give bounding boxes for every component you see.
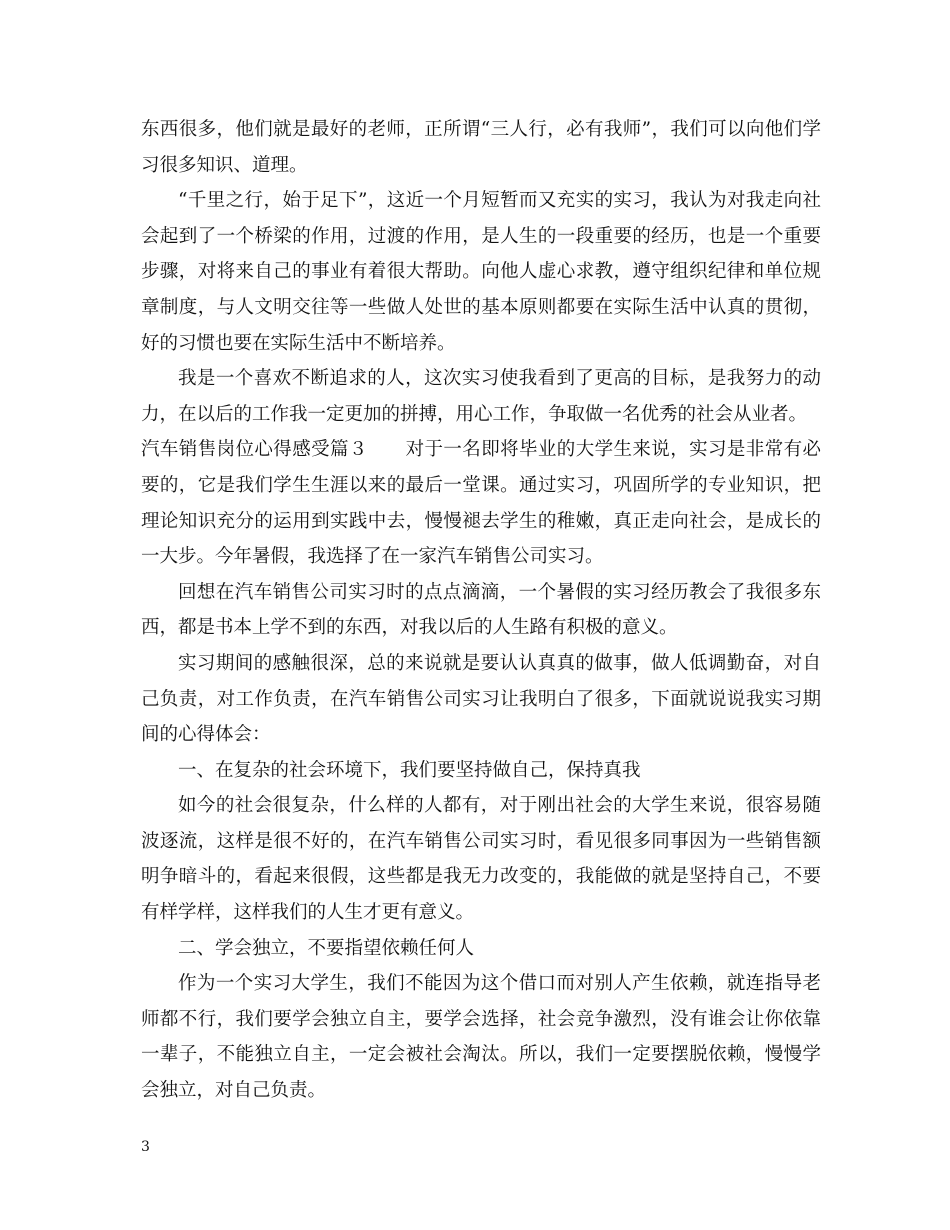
paragraph-3: 我是一个喜欢不断追求的人，这次实习使我看到了更高的目标，是我努力的动力，在以后的工作我一定更加的拼搏，用心工作，争取做一名优秀的社会从业者。 <box>141 368 821 425</box>
paragraph-2: “千里之行，始于足下”，这近一个月短暂而又充实的实习，我认为对我走向社会起到了一个桥梁的作用，过渡的作用，是人生的一段重要的经历，也是一个重要步骤，对将来自己的事业有着很大帮助。向他人虚心求教，遵守组织纪律和单位规章制度，与人文明交往等一些做人处世的基本原则都要在实际生活中认真的贯彻，好的习惯也要在实际生活中不断培养。 <box>141 190 821 354</box>
paragraph-1: 东西很多，他们就是最好的老师，正所谓“三人行，必有我师”，我们可以向他们学习很多知识、道理。 <box>141 119 821 176</box>
subheading-1: 一、在复杂的社会环境下，我们要坚持做自己，保持真我 <box>178 759 641 781</box>
paragraph-4-section-heading: 汽车销售岗位心得感受篇３ 对于一名即将毕业的大学生来说，实习是非常有必要的，它是我们学生生涯以来的最后一堂课。通过实习，巩固所学的专业知识，把理论知识充分的运用到实践中去，慢慢褪去学生的稚嫩，真正走向社会，是成长的一大步。今年暑假，我选择了在一家汽车销售公司实习。 <box>141 439 821 568</box>
subheading-2: 二、学会独立，不要指望依赖任何人 <box>178 937 475 959</box>
paragraph-6: 实习期间的感触很深，总的来说就是要认认真真的做事，做人低调勤奋，对自己负责，对工作负责，在汽车销售公司实习让我明白了很多，下面就说说我实习期间的心得体会： <box>141 652 821 746</box>
paragraph-7: 如今的社会很复杂，什么样的人都有，对于刚出社会的大学生来说，很容易随波逐流，这样是很不好的，在汽车销售公司实习时，看见很多同事因为一些销售额明争暗斗的，看起来很假，这些都是我无力改变的，我能做的就是坚持自己，不要有样学样，这样我们的人生才更有意义。 <box>141 795 821 924</box>
document-body <box>141 112 821 1109</box>
paragraph-5: 回想在汽车销售公司实习时的点点滴滴，一个暑假的实习经历教会了我很多东西，都是书本上学不到的东西，对我以后的人生路有积极的意义。 <box>141 581 821 639</box>
paragraph-8: 作为一个实习大学生，我们不能因为这个借口而对别人产生依赖，就连指导老师都不行，我们要学会独立自主，要学会选择，社会竞争激烈，没有谁会让你依靠一辈子，不能独立自主，一定会被社会淘汰。所以，我们一定要摆脱依赖，慢慢学会独立，对自己负责。 <box>141 973 821 1102</box>
page-number: 3 <box>141 1139 150 1155</box>
